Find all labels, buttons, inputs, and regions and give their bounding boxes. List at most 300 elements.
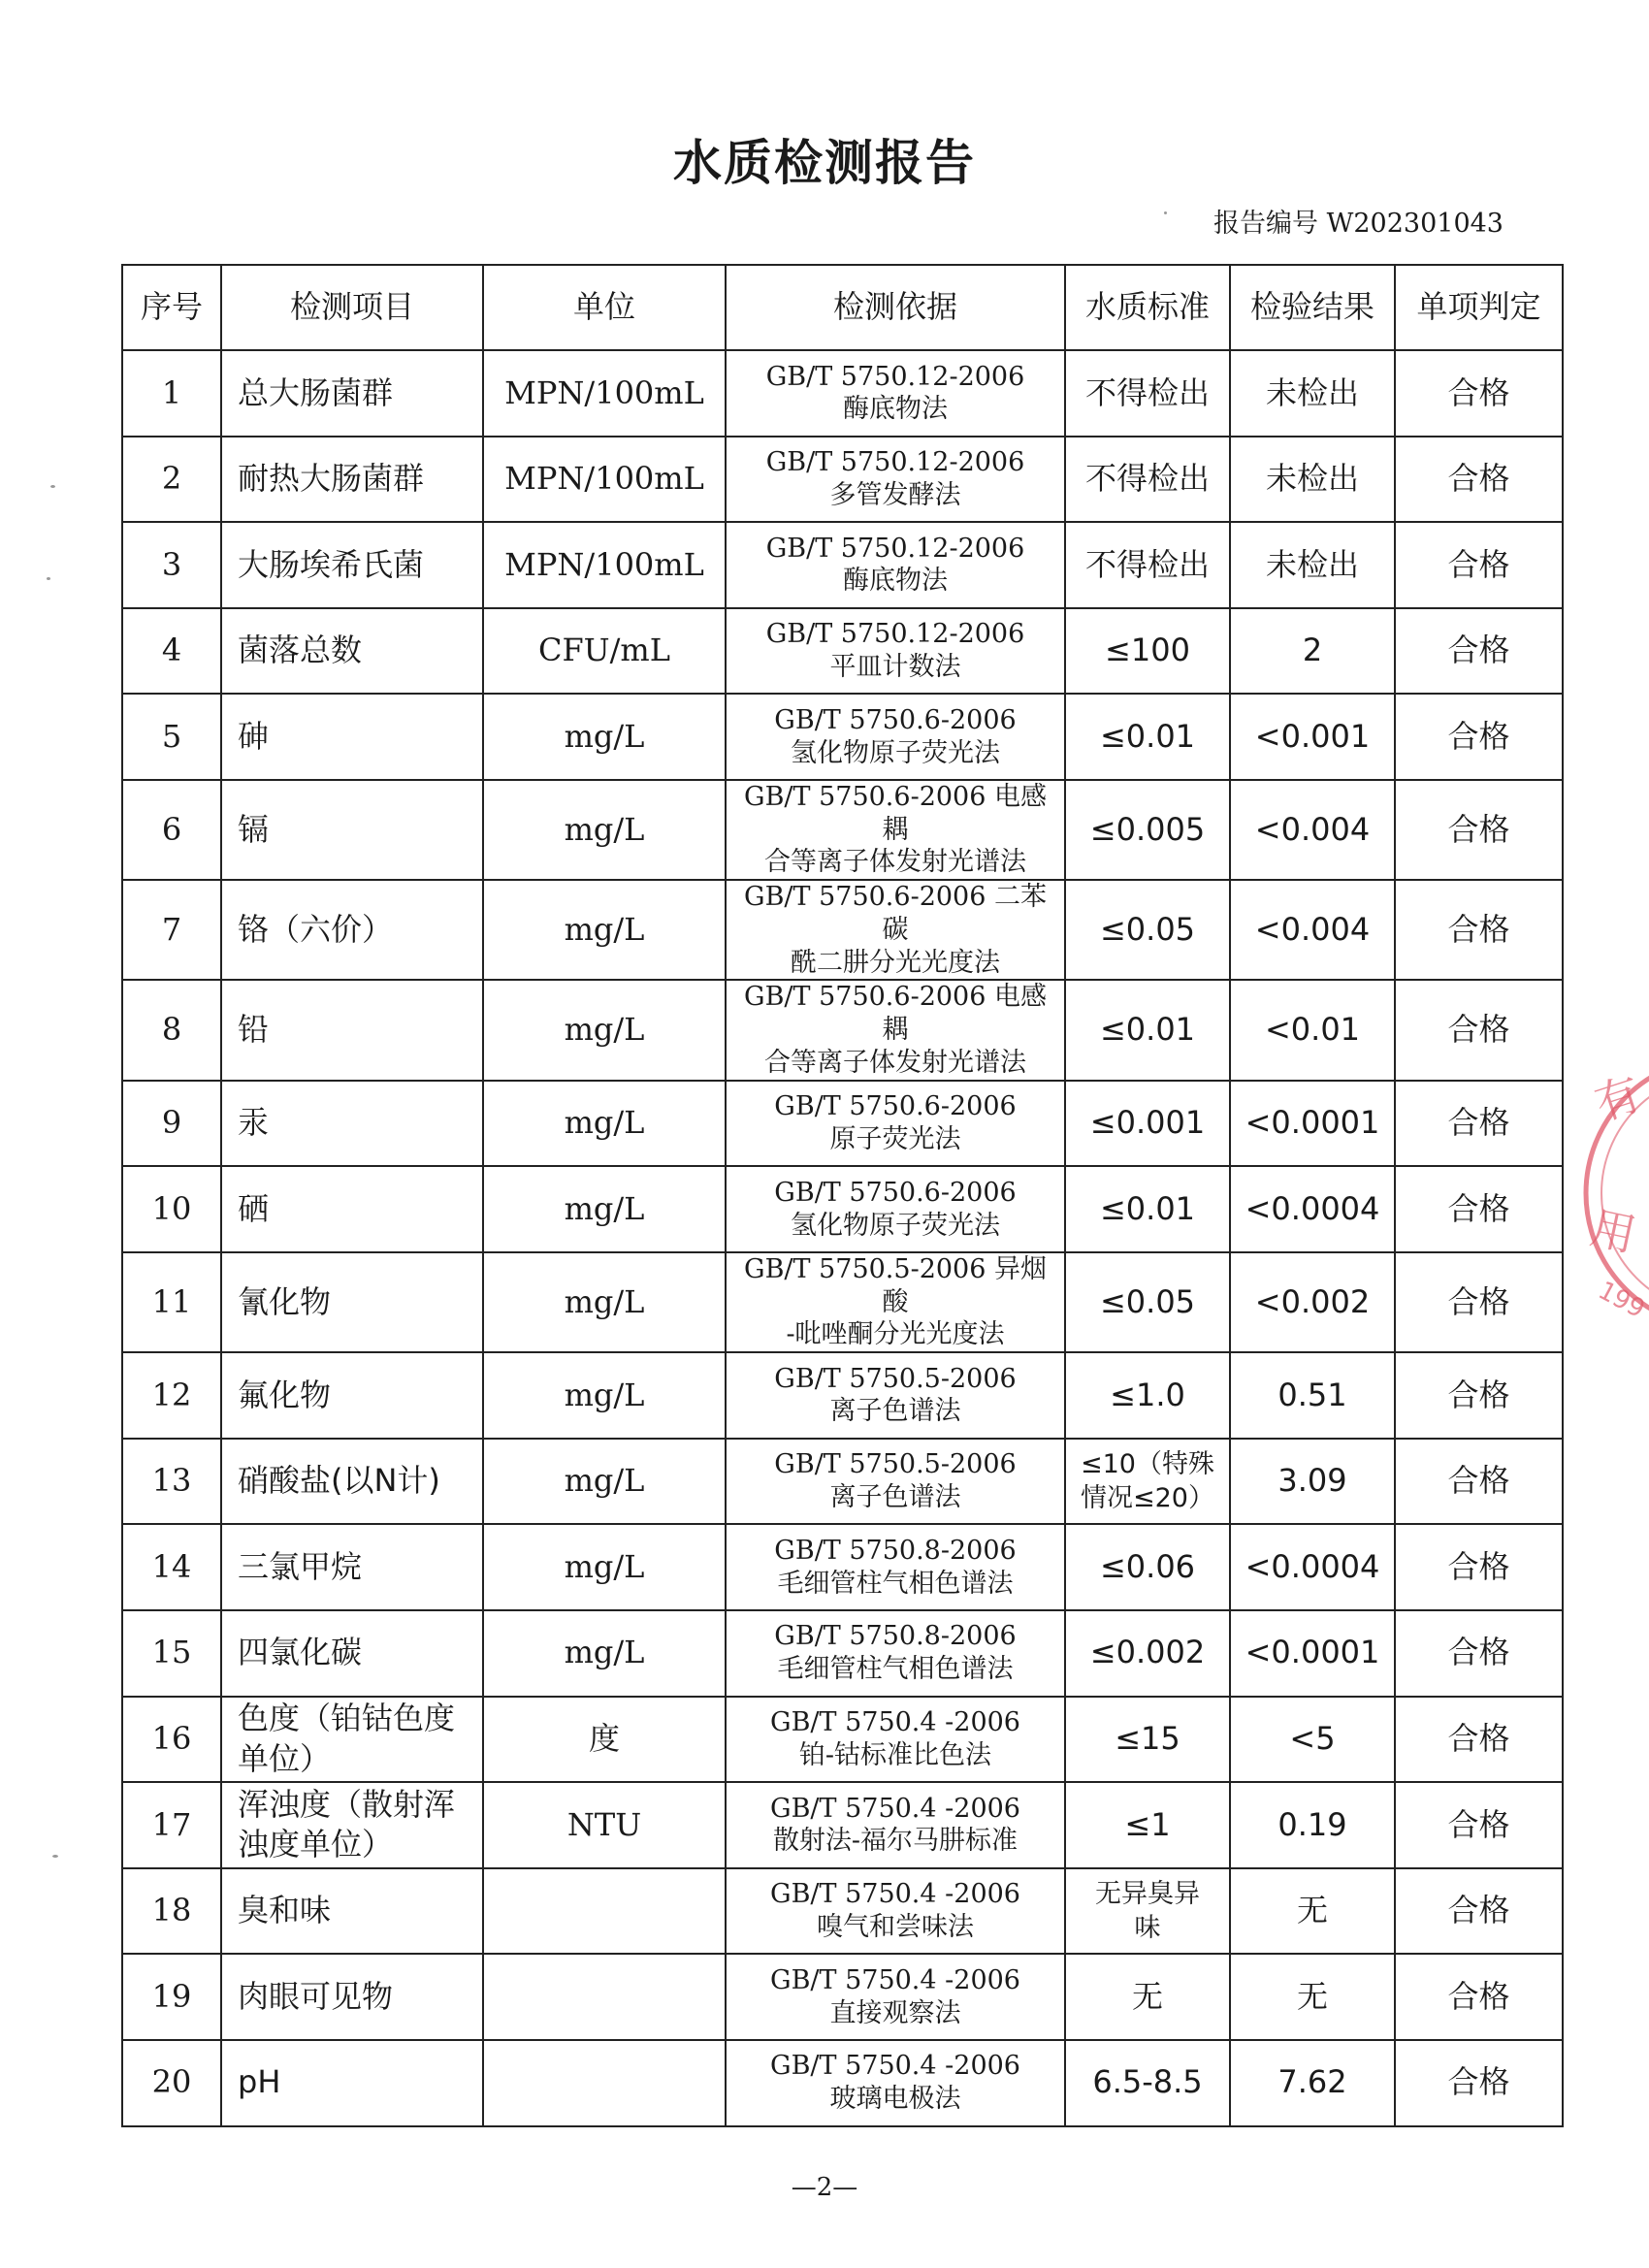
row-method-text: 嗅气和尝味法 [817, 1912, 974, 1943]
row-item-text: 镉 [238, 810, 270, 848]
row-method-text: GB/T 5750.6-2006 电感耦 [744, 982, 1047, 1046]
row-item-text: 菌落总数 [238, 632, 363, 669]
row-result-text: 未检出 [1265, 460, 1359, 498]
row-verdict [1395, 780, 1563, 880]
row-result-text: <0.001 [1254, 717, 1371, 755]
row-standard [1065, 980, 1230, 1080]
row-item [221, 1252, 483, 1352]
row-method-text: 散射法-福尔马肼标准 [772, 1826, 1018, 1857]
row-method-text: 合等离子体发射光谱法 [764, 1047, 1026, 1078]
row-result [1230, 1081, 1395, 1167]
row-index-text: 18 [151, 1892, 192, 1929]
row-result [1230, 350, 1395, 437]
row-index [122, 1439, 221, 1525]
row-standard-text: ≤0.06 [1099, 1547, 1196, 1585]
row-method-text: GB/T 5750.5-2006 [774, 1363, 1017, 1394]
row-method-text: 直接观察法 [829, 1997, 961, 2028]
table-row [122, 1524, 1563, 1610]
page-number: —2— [791, 2173, 858, 2202]
water-quality-table [121, 264, 1564, 2127]
row-standard-text: ≤100 [1105, 632, 1190, 669]
row-method [726, 1610, 1065, 1697]
row-unit-text: mg/L [564, 911, 645, 949]
row-index [122, 780, 221, 880]
row-standard [1065, 1868, 1230, 1955]
row-verdict [1395, 1868, 1563, 1955]
row-result-text: <0.0004 [1245, 1547, 1380, 1585]
row-result-text: <5 [1289, 1720, 1336, 1758]
row-verdict-text: 合格 [1447, 1011, 1510, 1049]
row-item [221, 522, 483, 608]
row-index-text: 8 [161, 1011, 182, 1049]
row-item [221, 880, 483, 980]
row-unit [483, 608, 726, 695]
row-item [221, 980, 483, 1080]
row-method-text: 毛细管柱气相色谱法 [777, 1568, 1014, 1599]
row-result [1230, 780, 1395, 880]
row-method [726, 1439, 1065, 1525]
row-index-text: 15 [151, 1634, 192, 1671]
row-item-text: 耐热大肠菌群 [238, 460, 425, 498]
row-result [1230, 1868, 1395, 1955]
row-standard-text: 情况≤20） [1081, 1483, 1214, 1514]
row-standard-text: ≤0.01 [1099, 1189, 1196, 1227]
row-unit-text: mg/L [564, 1462, 645, 1500]
report-number: 报告编号 W202301043 [1213, 209, 1504, 239]
row-standard-text: 味 [1134, 1913, 1161, 1944]
row-result [1230, 1954, 1395, 2040]
table-row [122, 608, 1563, 695]
row-unit-text: CFU/mL [537, 632, 671, 669]
row-unit-text: mg/L [564, 1282, 645, 1320]
row-item-text: 三氯甲烷 [238, 1547, 363, 1585]
seal-icon [1576, 1038, 1649, 1348]
row-index [122, 1352, 221, 1439]
row-item-text: 铬（六价） [238, 911, 394, 949]
row-standard [1065, 2040, 1230, 2126]
table-row [122, 2040, 1563, 2126]
row-verdict-text: 合格 [1447, 911, 1510, 949]
table-row [122, 1081, 1563, 1167]
row-item [221, 1081, 483, 1167]
table-row [122, 437, 1563, 523]
row-index [122, 980, 221, 1080]
row-method [726, 1352, 1065, 1439]
table-row [122, 780, 1563, 880]
row-unit [483, 522, 726, 608]
row-verdict-text: 合格 [1447, 1462, 1510, 1500]
row-verdict-text: 合格 [1447, 1634, 1510, 1671]
row-standard [1065, 1610, 1230, 1697]
row-unit-text: mg/L [564, 810, 645, 848]
row-item [221, 1439, 483, 1525]
header-unit: 单位 [483, 265, 726, 350]
row-item [221, 1868, 483, 1955]
row-method-text: GB/T 5750.6-2006 电感耦 [744, 781, 1047, 845]
row-item-text: 砷 [238, 717, 270, 755]
row-method-text: 合等离子体发射光谱法 [764, 847, 1026, 878]
table-row [122, 1352, 1563, 1439]
row-index [122, 1524, 221, 1610]
table-row [122, 1610, 1563, 1697]
row-item-text: 大肠埃希氏菌 [238, 545, 425, 583]
row-result-text: <0.0004 [1245, 1189, 1380, 1227]
table-row [122, 350, 1563, 437]
row-item [221, 1610, 483, 1697]
row-verdict [1395, 2040, 1563, 2126]
row-index-text: 13 [151, 1462, 192, 1500]
row-unit-text: NTU [566, 1805, 642, 1843]
row-standard-text: ≤0.005 [1089, 810, 1206, 848]
row-unit [483, 1439, 726, 1525]
row-method [726, 1782, 1065, 1868]
row-standard-text: ≤0.05 [1099, 911, 1196, 949]
row-method-text: GB/T 5750.12-2006 [765, 361, 1025, 392]
row-standard [1065, 1697, 1230, 1783]
row-unit-text: mg/L [564, 717, 645, 755]
table-row [122, 694, 1563, 780]
row-method-text: GB/T 5750.6-2006 [774, 1091, 1017, 1122]
row-index [122, 880, 221, 980]
row-method-text: GB/T 5750.5-2006 [774, 1449, 1017, 1480]
row-item-text: 硝酸盐(以N计) [238, 1462, 440, 1500]
row-method-text: GB/T 5750.6-2006 [774, 704, 1017, 735]
row-index [122, 522, 221, 608]
row-index [122, 1868, 221, 1955]
row-method-text: 氢化物原子荧光法 [791, 737, 1000, 768]
row-method [726, 880, 1065, 980]
row-item [221, 1524, 483, 1610]
row-unit-text: mg/L [564, 1376, 645, 1413]
row-method-text: GB/T 5750.4 -2006 [770, 1707, 1020, 1738]
row-standard [1065, 780, 1230, 880]
row-method [726, 1868, 1065, 1955]
row-standard [1065, 1166, 1230, 1252]
row-index [122, 1697, 221, 1783]
row-item-text: 色度（铂钴色度 [238, 1700, 456, 1737]
row-unit [483, 1081, 726, 1167]
row-unit [483, 1252, 726, 1352]
row-index-text: 16 [151, 1720, 192, 1758]
row-standard [1065, 522, 1230, 608]
row-verdict [1395, 1524, 1563, 1610]
row-unit [483, 880, 726, 980]
row-item [221, 694, 483, 780]
row-standard [1065, 437, 1230, 523]
svg-text:有: 有 [1588, 1066, 1648, 1131]
header-result: 检验结果 [1230, 265, 1395, 350]
row-method [726, 437, 1065, 523]
row-method-text: 氢化物原子荧光法 [791, 1210, 1000, 1241]
scan-speck [52, 1855, 58, 1858]
row-unit-text: mg/L [564, 1011, 645, 1049]
table-row [122, 1782, 1563, 1868]
row-unit [483, 2040, 726, 2126]
row-verdict [1395, 980, 1563, 1080]
row-method-text: GB/T 5750.4 -2006 [770, 2051, 1020, 2082]
row-standard-text: ≤10（特殊 [1081, 1448, 1214, 1479]
row-unit-text: mg/L [564, 1634, 645, 1671]
row-unit [483, 350, 726, 437]
row-index [122, 1610, 221, 1697]
row-verdict-text: 合格 [1447, 1547, 1510, 1585]
row-result [1230, 1524, 1395, 1610]
row-result [1230, 1610, 1395, 1697]
row-verdict-text: 合格 [1447, 632, 1510, 669]
row-item [221, 1166, 483, 1252]
row-item-text: 四氯化碳 [238, 1634, 363, 1671]
row-method-text: 原子荧光法 [829, 1124, 961, 1155]
row-method [726, 1524, 1065, 1610]
row-standard [1065, 1524, 1230, 1610]
row-item-text: 铅 [238, 1011, 270, 1049]
row-item-text: 硒 [238, 1189, 270, 1227]
row-verdict-text: 合格 [1447, 460, 1510, 498]
row-verdict [1395, 1782, 1563, 1868]
row-standard-text: 不得检出 [1084, 373, 1210, 411]
row-index-text: 3 [161, 545, 182, 583]
row-verdict [1395, 1439, 1563, 1525]
row-verdict-text: 合格 [1447, 1892, 1510, 1929]
row-unit [483, 1166, 726, 1252]
row-method [726, 1697, 1065, 1783]
row-result [1230, 437, 1395, 523]
row-standard-text: ≤0.01 [1099, 1011, 1196, 1049]
row-unit [483, 1697, 726, 1783]
row-verdict [1395, 350, 1563, 437]
row-verdict [1395, 1081, 1563, 1167]
row-index [122, 1954, 221, 2040]
row-item [221, 2040, 483, 2126]
row-item [221, 608, 483, 695]
row-standard-text: ≤0.001 [1089, 1104, 1206, 1142]
row-standard [1065, 1081, 1230, 1167]
row-verdict [1395, 437, 1563, 523]
row-item [221, 780, 483, 880]
row-item-text: 氰化物 [238, 1282, 332, 1320]
row-result-text: <0.004 [1254, 810, 1371, 848]
row-standard-text: ≤0.01 [1099, 717, 1196, 755]
row-result-text: 0.51 [1277, 1376, 1347, 1413]
row-method-text: GB/T 5750.4 -2006 [770, 1793, 1020, 1824]
scan-speck [1164, 211, 1167, 214]
row-standard [1065, 1252, 1230, 1352]
table-body [122, 350, 1563, 2126]
row-index-text: 6 [161, 810, 182, 848]
table-row [122, 880, 1563, 980]
row-result [1230, 608, 1395, 695]
row-unit-text: mg/L [564, 1189, 645, 1227]
row-result [1230, 980, 1395, 1080]
row-result-text: <0.004 [1254, 911, 1371, 949]
row-unit [483, 1782, 726, 1868]
row-method [726, 522, 1065, 608]
row-index-text: 2 [161, 460, 182, 498]
row-method [726, 1166, 1065, 1252]
table-row [122, 1697, 1563, 1783]
row-item-text: 浊度单位） [238, 1826, 394, 1863]
row-standard [1065, 350, 1230, 437]
row-index [122, 608, 221, 695]
row-standard [1065, 608, 1230, 695]
row-index-text: 20 [151, 2063, 192, 2101]
row-method-text: GB/T 5750.8-2006 [774, 1535, 1017, 1566]
header-verdict: 单项判定 [1395, 265, 1563, 350]
row-item-text: 单位） [238, 1739, 332, 1777]
red-seal-stamp [1576, 1038, 1649, 1348]
row-item-text: 浑浊度（散射浑 [238, 1785, 456, 1823]
row-index [122, 437, 221, 523]
row-verdict-text: 合格 [1447, 2063, 1510, 2101]
row-result-text: <0.0001 [1245, 1634, 1380, 1671]
row-unit [483, 694, 726, 780]
row-index-text: 11 [151, 1282, 192, 1320]
row-item-text: pH [238, 2063, 281, 2101]
row-verdict [1395, 1352, 1563, 1439]
row-unit-text: mg/L [564, 1104, 645, 1142]
row-method-text: GB/T 5750.6-2006 [774, 1177, 1017, 1208]
row-verdict-text: 合格 [1447, 1189, 1510, 1227]
row-result-text: <0.0001 [1245, 1104, 1380, 1142]
row-standard [1065, 880, 1230, 980]
table-row [122, 1868, 1563, 1955]
row-method-text: GB/T 5750.12-2006 [765, 447, 1025, 478]
row-method [726, 1081, 1065, 1167]
header-index: 序号 [122, 265, 221, 350]
row-verdict [1395, 1697, 1563, 1783]
row-item [221, 1697, 483, 1783]
row-item [221, 1782, 483, 1868]
row-method-text: 毛细管柱气相色谱法 [777, 1654, 1014, 1685]
row-item-text: 汞 [238, 1104, 270, 1142]
row-index [122, 694, 221, 780]
row-index [122, 1081, 221, 1167]
row-method [726, 1252, 1065, 1352]
header-item: 检测项目 [221, 265, 483, 350]
row-verdict-text: 合格 [1447, 545, 1510, 583]
row-verdict-text: 合格 [1447, 717, 1510, 755]
row-verdict [1395, 1954, 1563, 2040]
row-standard [1065, 1782, 1230, 1868]
row-unit [483, 1868, 726, 1955]
row-method-text: GB/T 5750.12-2006 [765, 533, 1025, 564]
row-verdict [1395, 522, 1563, 608]
header-standard: 水质标准 [1065, 265, 1230, 350]
row-result-text: <0.002 [1254, 1282, 1371, 1320]
row-index-text: 10 [151, 1189, 192, 1227]
row-unit [483, 437, 726, 523]
row-method [726, 350, 1065, 437]
row-index [122, 2040, 221, 2126]
row-result [1230, 694, 1395, 780]
row-method-text: 玻璃电极法 [829, 2084, 961, 2115]
scan-speck [47, 577, 50, 580]
row-verdict [1395, 608, 1563, 695]
row-standard [1065, 1352, 1230, 1439]
row-standard-text: ≤1.0 [1110, 1376, 1185, 1413]
row-method-text: 离子色谱法 [829, 1396, 961, 1427]
row-method-text: 离子色谱法 [829, 1482, 961, 1513]
row-unit-text: MPN/100mL [504, 373, 704, 411]
row-standard-text: ≤1 [1124, 1805, 1171, 1843]
row-result-text: 2 [1302, 632, 1323, 669]
row-standard [1065, 694, 1230, 780]
row-method-text: GB/T 5750.5-2006 异烟酸 [744, 1253, 1047, 1317]
row-verdict-text: 合格 [1447, 1805, 1510, 1843]
row-result [1230, 1782, 1395, 1868]
row-index-text: 1 [161, 373, 182, 411]
row-unit-text: mg/L [564, 1547, 645, 1585]
row-result [1230, 2040, 1395, 2126]
row-method-text: GB/T 5750.8-2006 [774, 1621, 1017, 1652]
row-result-text: 未检出 [1265, 545, 1359, 583]
row-method [726, 608, 1065, 695]
row-method-text: GB/T 5750.12-2006 [765, 619, 1025, 650]
svg-text:用: 用 [1586, 1201, 1641, 1262]
row-standard-text: ≤0.002 [1089, 1634, 1206, 1671]
row-result [1230, 880, 1395, 980]
row-method [726, 694, 1065, 780]
row-item [221, 1954, 483, 2040]
row-unit [483, 1954, 726, 2040]
row-index-text: 19 [151, 1977, 192, 2015]
row-index-text: 7 [161, 911, 182, 949]
row-method [726, 780, 1065, 880]
row-item-text: 肉眼可见物 [238, 1977, 394, 2015]
row-method-text: 铂-钴标准比色法 [798, 1739, 992, 1770]
row-unit [483, 1610, 726, 1697]
row-method [726, 980, 1065, 1080]
row-method-text: 酶底物法 [843, 566, 948, 597]
row-unit-text: MPN/100mL [504, 460, 704, 498]
row-standard-text: ≤0.05 [1099, 1282, 1196, 1320]
table-row [122, 980, 1563, 1080]
row-verdict [1395, 1252, 1563, 1352]
row-method-text: -吡唑酮分光光度法 [786, 1319, 1005, 1350]
table-row [122, 1252, 1563, 1352]
svg-text:199: 199 [1593, 1276, 1649, 1325]
report-title: 水质检测报告 [673, 135, 976, 191]
row-verdict [1395, 880, 1563, 980]
row-standard-text: 不得检出 [1084, 460, 1210, 498]
row-unit [483, 780, 726, 880]
row-standard-text: 不得检出 [1084, 545, 1210, 583]
table-header-row [122, 265, 1563, 350]
row-result-text: 无 [1296, 1977, 1328, 2015]
row-result [1230, 522, 1395, 608]
row-index-text: 12 [151, 1376, 192, 1413]
row-index-text: 17 [151, 1805, 192, 1843]
row-index [122, 350, 221, 437]
row-verdict-text: 合格 [1447, 1376, 1510, 1413]
row-standard-text: 无异臭异 [1095, 1878, 1200, 1909]
row-result [1230, 1697, 1395, 1783]
row-result-text: 7.62 [1277, 2063, 1347, 2101]
row-item [221, 1352, 483, 1439]
row-method-text: 多管发酵法 [829, 479, 961, 510]
row-method [726, 2040, 1065, 2126]
row-method-text: GB/T 5750.4 -2006 [770, 1879, 1020, 1910]
row-item [221, 437, 483, 523]
row-index-text: 5 [161, 717, 182, 755]
row-index [122, 1782, 221, 1868]
row-verdict [1395, 694, 1563, 780]
row-item-text: 总大肠菌群 [238, 373, 394, 411]
row-unit [483, 1524, 726, 1610]
row-method-text: 酶底物法 [843, 394, 948, 425]
row-index [122, 1166, 221, 1252]
table-row [122, 1166, 1563, 1252]
